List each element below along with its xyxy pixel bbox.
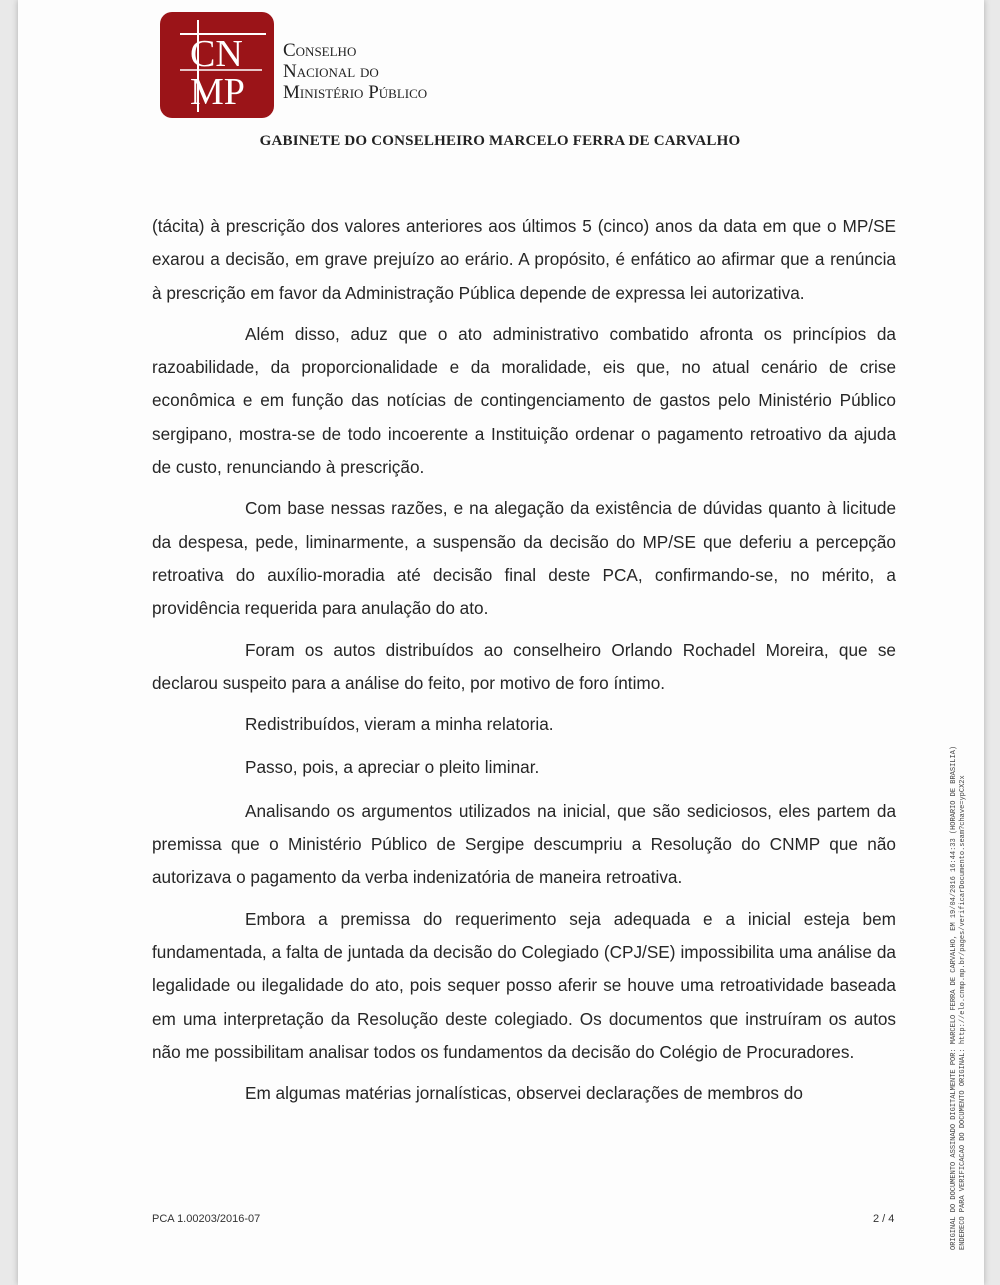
- paragraph-7: Analisando os argumentos utilizados na inicial, que são sediciosos, eles partem da premissa que o Ministério Público de Sergipe descumpriu a Resolução do CNMP que não autorizava o pagamento da verba indenizatória de maneira retroativa.: [152, 800, 896, 888]
- signature-line-2: ENDERECO PARA VERIFICACAO DO DOCUMENTO ORIGINAL: http://elo.cnmp.mp.br/pages/verificarDocumento.seam?chave=ypCX2x: [959, 775, 967, 1250]
- signature-line-1: ORIGINAL DO DOCUMENTO ASSINADO DIGITALMENTE POR: MARCELO FERRA DE CARVALHO, EM 19/04/2016 16:44:33 (HORARIO DE BRASILIA): [950, 745, 958, 1250]
- paragraph-5: Redistribuídos, vieram a minha relatoria.: [245, 714, 554, 735]
- logo-text-bottom: MP: [190, 71, 245, 113]
- document-body: [152, 210, 896, 1118]
- paragraph-8: Embora a premissa do requerimento seja adequada e a inicial esteja bem fundamentada, a falta de juntada da decisão do Colegiado (CPJ/SE) impossibilita uma análise da legalidade ou ilegalidade do ato, pois sequer posso aferir se houve uma retroatividade baseada em uma interpretação da Resolução deste colegiado. Os documentos que instruíram os autos não me possibilitam analisar todos os fundamentos da decisão do Colégio de Procuradores.: [152, 908, 896, 1062]
- institution-line-2: Nacional do: [283, 61, 379, 82]
- paragraph-9: Em algumas matérias jornalísticas, observei declarações de membros do: [245, 1083, 803, 1104]
- institution-line-1: Conselho: [283, 40, 357, 61]
- institution-name: [283, 40, 427, 103]
- paragraph-3: Com base nessas razões, e na alegação da existência de dúvidas quanto à licitude da despesa, pede, liminarmente, a suspensão da decisão do MP/SE que deferiu a percepção retroativa do auxílio-moradia até decisão final deste PCA, confirmando-se, no mérito, a providência requerida para anulação do ato.: [152, 498, 896, 619]
- paragraph-6: Passo, pois, a apreciar o pleito liminar.: [245, 757, 540, 778]
- logo-text-top: CN: [190, 33, 243, 75]
- institution-line-3: Ministério Público: [283, 82, 428, 103]
- paragraph-2: Além disso, aduz que o ato administrativo combatido afronta os princípios da razoabilidade, da proporcionalidade e da moralidade, eis que, no atual cenário de crise econômica e em função das notícias de contingenciamento de gastos pelo Ministério Público sergipano, mostra-se de todo incoerente a Instituição ordenar o pagamento retroativo da ajuda de custo, renunciando à prescrição.: [152, 323, 896, 478]
- page-number: 2 / 4: [873, 1213, 895, 1225]
- cnmp-logo: [160, 12, 274, 118]
- paragraph-4: Foram os autos distribuídos ao conselheiro Orlando Rochadel Moreira, que se declarou suspeito para a análise do feito, por motivo de foro íntimo.: [152, 639, 896, 693]
- office-heading: GABINETE DO CONSELHEIRO MARCELO FERRA DE CARVALHO: [259, 133, 741, 149]
- paragraph-1: (tácita) à prescrição dos valores anteriores aos últimos 5 (cinco) anos da data em que o MP/SE exarou a decisão, em grave prejuízo ao erário. A propósito, é enfático ao afirmar que a renúncia à prescrição em favor da Administração Pública depende de expressa lei autorizativa.: [152, 216, 896, 303]
- case-number: PCA 1.00203/2016-07: [152, 1213, 261, 1225]
- cnmp-logo-mark: [160, 12, 274, 118]
- digital-signature-note: [950, 746, 968, 1250]
